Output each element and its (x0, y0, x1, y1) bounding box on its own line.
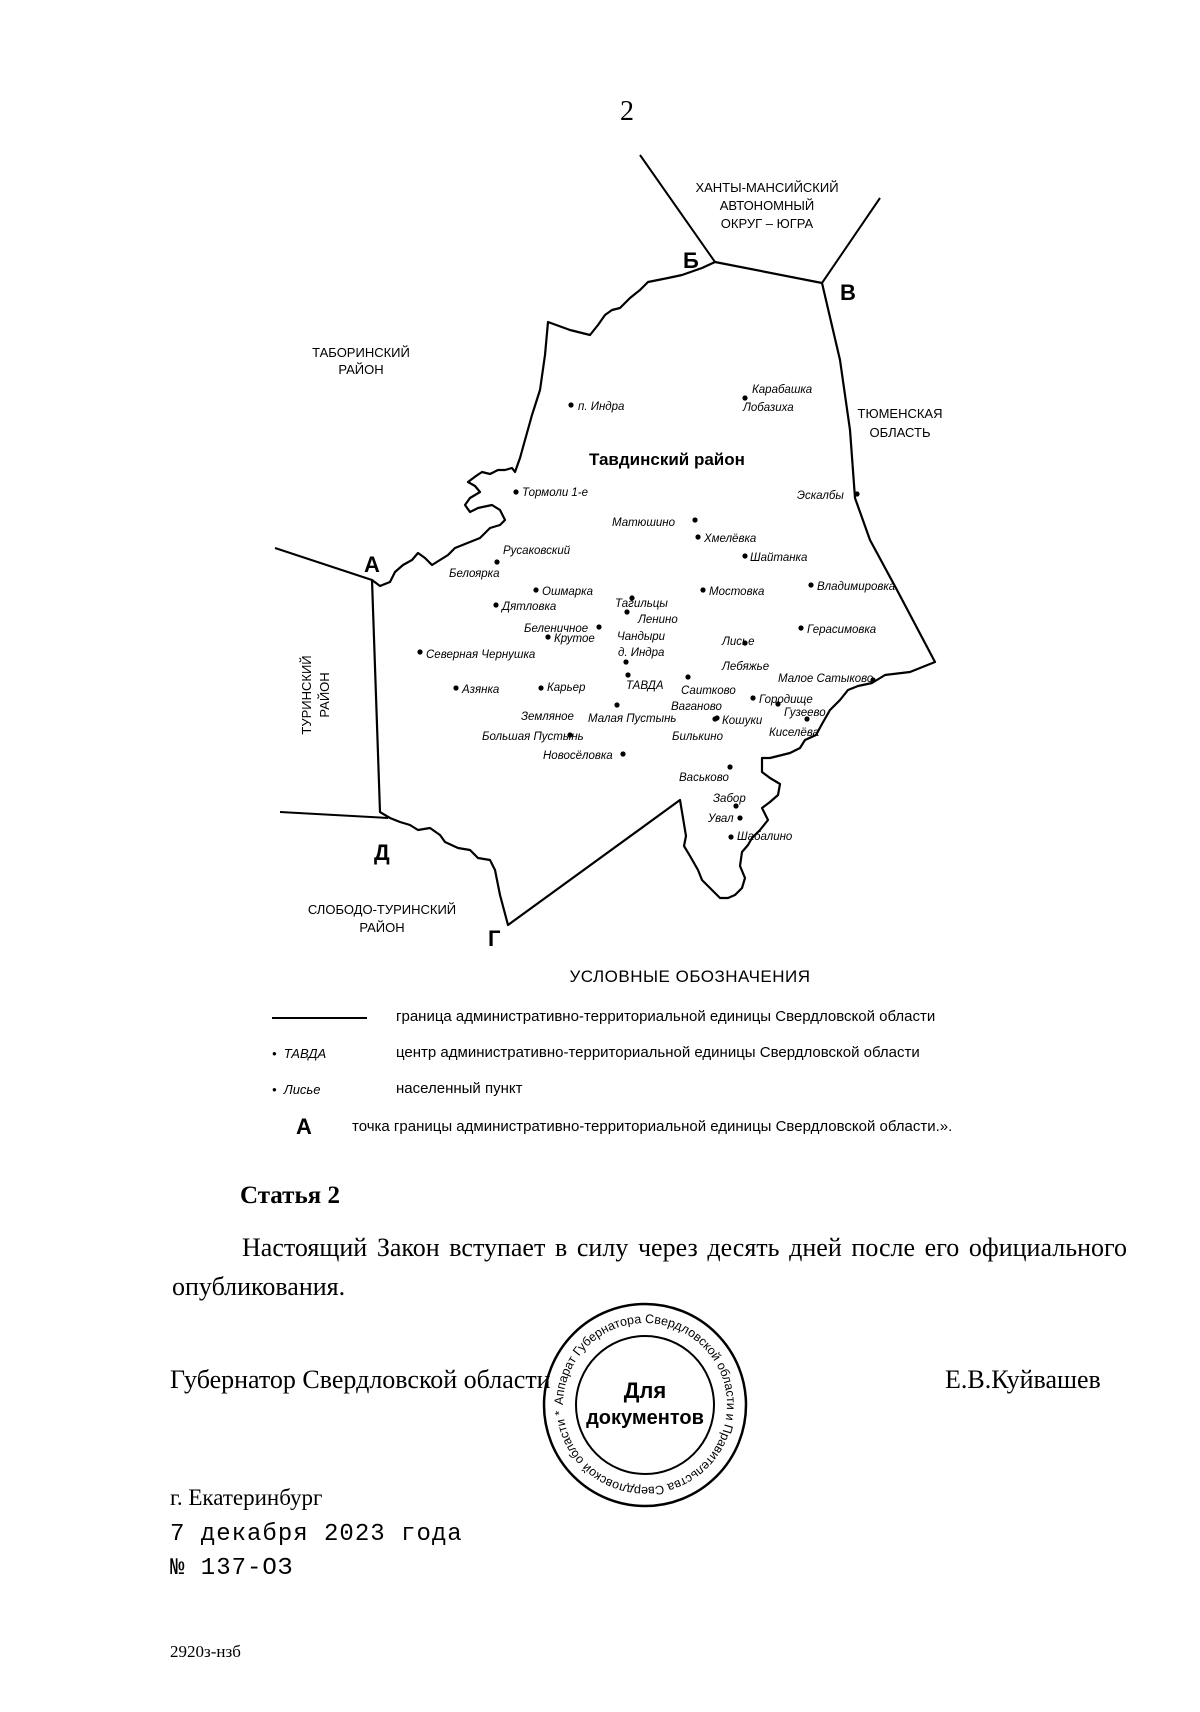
settlement-label: Лисье (722, 636, 755, 648)
article-title: Статья 2 (240, 1182, 340, 1209)
settlement-label: Герасимовка (807, 624, 877, 636)
settlement-label: Белоярка (449, 568, 500, 580)
settlement-label: д. Индра (618, 647, 665, 659)
settlement-label: Шабалино (737, 831, 793, 843)
settlement-label: Владимировка (817, 581, 896, 593)
legend-item-text: центр административно-территориальной единицы Свердловской области (396, 1044, 920, 1061)
settlement-label: Новосёловка (543, 750, 613, 762)
settlement-label: Саитково (681, 685, 736, 697)
settlement-label: Мостовка (709, 586, 765, 598)
legend-point-sample: А (296, 1114, 312, 1139)
settlement-label: ТАВДА (626, 680, 664, 692)
stamp-ring-text: Аппарат Губернатора Свердловской области и Правительства Свердловской области * (551, 1311, 739, 1499)
settlement-label: Ленино (638, 614, 678, 626)
legend-item-text: населенный пункт (396, 1080, 523, 1097)
label-tyumen-line2: ОБЛАСТЬ (869, 425, 931, 440)
settlement-label: Увал (708, 813, 734, 825)
settlement-label: Ваганово (671, 701, 722, 713)
settlement-label: Билькино (672, 731, 723, 743)
place: г. Екатеринбург (170, 1485, 323, 1510)
settlement-label: Чандыри (617, 631, 666, 643)
settlement-label: Хмелёвка (704, 533, 757, 545)
point-label-a: А (364, 552, 380, 577)
settlement-label: Шайтанка (750, 552, 808, 564)
settlement-label: Городище (759, 694, 813, 706)
settlement-label: Кошуки (722, 715, 763, 727)
bullet-icon: • (272, 1082, 284, 1097)
legend-title: УСЛОВНЫЕ ОБОЗНАЧЕНИЯ (569, 967, 811, 986)
legend-center-sample (272, 1046, 326, 1061)
page-number: 2 (620, 96, 634, 127)
settlement-label: Земляное (521, 711, 574, 723)
settlement-label: Беленичное (524, 623, 589, 635)
settlement-label: Дятловка (502, 601, 557, 613)
label-khmao-line3: ОКРУГ – ЮГРА (720, 216, 814, 231)
label-taborinsky-line2: РАЙОН (338, 362, 384, 377)
stamp-center-line2: документов (586, 1407, 704, 1429)
settlement-label: Карьер (547, 682, 586, 694)
legend-sample-text: Лисье (283, 1082, 321, 1097)
settlement-label: Малое Сатыково (778, 673, 874, 685)
settlement-label: п. Индра (578, 401, 625, 413)
settlement-label: Карабашка (752, 384, 813, 396)
turinsky-boundary (275, 548, 372, 580)
settlement-label: Русаковский (503, 545, 571, 557)
settlement-label: Малая Пустынь (588, 713, 677, 725)
label-turinsky-line2: РАЙОН (317, 672, 332, 718)
settlement-label: Азянка (462, 684, 500, 696)
district-boundary (372, 262, 935, 925)
stamp-center-line1: Для (623, 1378, 667, 1403)
date: 7 декабря 2023 года (170, 1521, 463, 1548)
legend-item-text: точка границы административно-территориальной единицы Свердловской области.». (352, 1118, 953, 1135)
signature-position: Губернатор Свердловской области (170, 1365, 551, 1394)
settlement-label: Гузеево (784, 707, 826, 719)
settlement-label: Северная Чернушка (426, 649, 536, 661)
label-slobodo-line1: СЛОБОДО-ТУРИНСКИЙ (307, 902, 457, 917)
settlement-label: Киселёва (769, 727, 819, 739)
settlement-label: Лебяжье (722, 661, 770, 673)
khmao-boundary-right (822, 198, 880, 283)
slobodo-boundary (280, 812, 388, 818)
settlement-label: Тагильцы (615, 598, 668, 610)
law-number: № 137-ОЗ (170, 1555, 294, 1582)
signature-name: Е.В.Куйвашев (945, 1365, 1101, 1394)
settlement-label: Большая Пустынь (482, 731, 584, 743)
label-tyumen-line1: ТЮМЕНСКАЯ (857, 406, 943, 421)
settlement-label: Тормоли 1-е (522, 487, 589, 499)
point-label-v: В (840, 280, 856, 305)
label-taborinsky-line1: ТАБОРИНСКИЙ (312, 345, 410, 360)
settlement-label: Эскалбы (797, 490, 844, 502)
label-khmao-line1: ХАНТЫ-МАНСИЙСКИЙ (695, 180, 839, 195)
legend-settlement-sample (272, 1082, 321, 1097)
label-turinsky-line1: ТУРИНСКИЙ (299, 655, 314, 735)
settlement-label: Забор (713, 793, 746, 805)
legend-item-text: граница административно-территориальной единицы Свердловской области (396, 1008, 936, 1025)
settlement-label: Крутое (554, 633, 595, 645)
label-slobodo-line2: РАЙОН (359, 920, 405, 935)
settlement-label: Ошмарка (542, 586, 593, 598)
label-khmao-line2: АВТОНОМНЫЙ (719, 198, 815, 213)
bullet-icon: • (272, 1046, 284, 1061)
settlement-label: Лобазиха (743, 402, 794, 414)
point-label-b: Б (683, 248, 699, 273)
legend-sample-text: ТАВДА (283, 1046, 327, 1061)
settlement-label: Васьково (679, 772, 729, 784)
legend-boundary-sample (272, 1017, 367, 1019)
khmao-boundary-left (640, 155, 715, 262)
district-title: Тавдинский район (589, 450, 745, 469)
stamp (540, 1300, 750, 1510)
footer-code: 2920з-нзб (170, 1642, 241, 1661)
point-label-d: Д (374, 840, 390, 865)
settlement-label: Матюшино (612, 517, 675, 529)
article-body: Настоящий Закон вступает в силу через десять дней после его официального опубликования. (172, 1233, 1127, 1301)
point-label-g: Г (488, 926, 501, 951)
